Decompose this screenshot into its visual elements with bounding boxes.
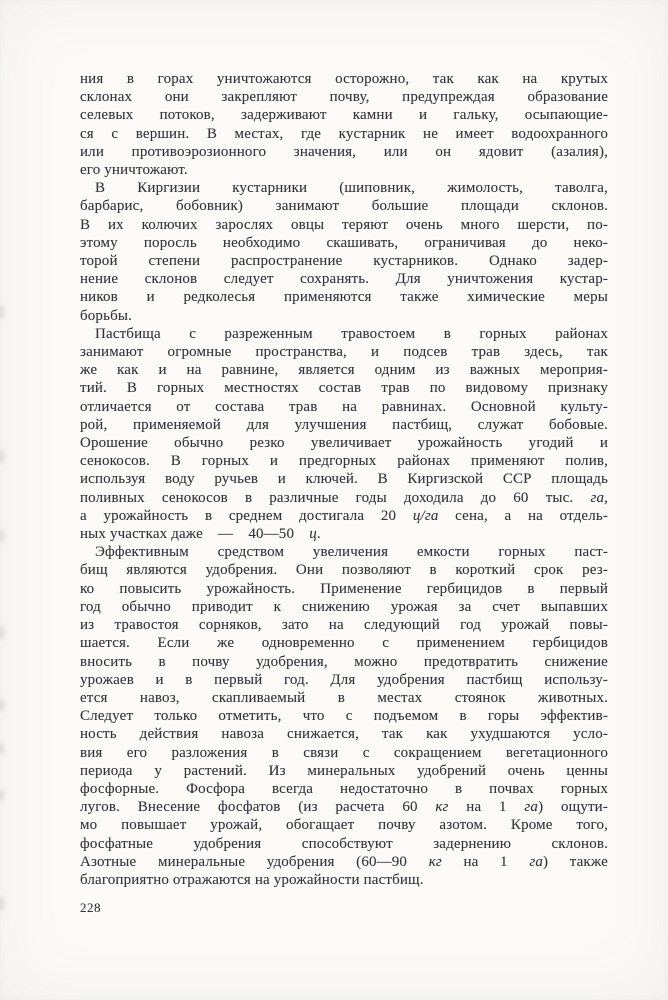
text-line: мо повышает урожай, обогащает почву азотом. Кроме того,	[80, 817, 608, 834]
text-line: сенокосов. В горных и предгорных районах применяют полив,	[80, 453, 608, 470]
text-line: ся с вершин. В местах, где кустарник не имеет водоохранного	[80, 125, 608, 142]
paragraph	[80, 543, 608, 889]
text-line: В Киргизии кустарники (шиповник, жимолость, таволга,	[95, 180, 608, 197]
text-line: лугов. Внесение фосфатов (из расчета 60 кг на 1 га) ощути-	[80, 799, 608, 816]
paragraph	[80, 179, 608, 325]
text-line: В их колючих зарослях овцы теряют очень много шерсти, по-	[80, 216, 608, 233]
text-line: ность действия навоза снижается, так как ухудшаются усло-	[80, 726, 608, 743]
scan-artifact	[0, 743, 5, 755]
text-line: Пастбища с разреженным травостоем в горных районах	[95, 325, 608, 342]
text-line: рой, применяемой для улучшения пастбищ, служат бобовые.	[80, 416, 608, 433]
text-line: фосфатные удобрения способствуют задернению склонов.	[80, 835, 608, 852]
text-line: занимают огромные пространства, и подсев трав здесь, так	[80, 344, 608, 361]
text-line: ния в горах уничтожаются осторожно, так как на крутых	[80, 71, 608, 87]
text-line: борьбы.	[80, 307, 132, 324]
text-line: Орошение обычно резко увеличивает урожайность угодий и	[80, 435, 608, 452]
scan-artifact	[0, 306, 5, 318]
text-line: а урожайность в среднем достигала 20 ц/га сена, а на отдель-	[80, 507, 608, 524]
text-line: барбарис, бобовник) занимают большие площади склонов.	[80, 198, 608, 215]
text-line: его уничтожают.	[80, 162, 188, 179]
text-line: благоприятно отражаются на урожайности пастбищ.	[80, 871, 424, 888]
scan-artifact	[0, 897, 5, 910]
text-line: селевых потоков, задерживают камни и гальку, осыпающие-	[80, 107, 608, 124]
text-line: торой степени распространение кустарников. Однако задер-	[80, 253, 608, 270]
text-line: же как и на равнине, является одним из важных мероприя-	[80, 362, 608, 379]
scan-artifact	[0, 450, 5, 463]
page-number: 228	[80, 900, 101, 915]
text-line: нение склонов следует сохранять. Для уничтожения кустар-	[80, 271, 608, 288]
text-line: склонах они закрепляют почву, предупреждая образование	[80, 89, 608, 106]
text-line: ных участках даже — 40—50 ц.	[80, 526, 321, 543]
text-line: периода у растений. Из минеральных удобрений очень ценны	[80, 762, 608, 779]
scan-artifact	[0, 626, 5, 639]
text-line: бищ являются удобрения. Они позволяют в короткий срок рез-	[80, 562, 608, 579]
text-line: используя воду ручьев и ключей. В Киргизской ССР площадь	[80, 471, 608, 488]
text-line: Следует только отметить, что с подъемом в горы эффектив-	[80, 708, 608, 725]
text-line: вносить в почву удобрения, можно предотвратить снижение	[80, 653, 608, 670]
text-line: Эффективным средством увеличения емкости горных паст-	[95, 544, 608, 561]
scan-artifact	[0, 530, 5, 542]
text-line: этому поросль необходимо скашивать, ограничивая до неко-	[80, 234, 608, 251]
paragraph	[80, 70, 608, 179]
text-line: шается. Если же одновременно с применением гербицидов	[80, 635, 608, 652]
text-line: тий. В горных местностях состав трав по видовому признаку	[80, 380, 608, 397]
text-line: ется навоз, скапливаемый в местах стоянок животных.	[80, 689, 608, 706]
text-line: урожаев и в первый год. Для удобрения пастбищ использу-	[80, 671, 608, 688]
text-line: фосфорные. Фосфора всегда недостаточно в почвах горных	[80, 780, 608, 797]
scan-artifact	[0, 789, 5, 801]
text-line: ко повысить урожайность. Применение гербицидов в первый	[80, 580, 608, 597]
text-line: отличается от состава трав на равнинах. Основной культу-	[80, 398, 608, 415]
paragraph	[80, 325, 608, 543]
scan-artifact	[0, 699, 5, 711]
text-line: поливных сенокосов в различные годы доходила до 60 тыс. га,	[80, 489, 608, 506]
text-line: год обычно приводит к снижению урожая за счет выпавших	[80, 598, 608, 615]
text-line: вия его разложения в связи с сокращением вегетационного	[80, 744, 608, 761]
text-block	[80, 70, 608, 889]
text-line: или противоэрозионного значения, или он ядовит (азалия),	[80, 143, 608, 160]
text-line: ников и редколесья применяются также химические меры	[80, 289, 608, 306]
text-line: Азотные минеральные удобрения (60—90 кг на 1 га) также	[80, 853, 608, 870]
text-line: из травостоя сорняков, зато на следующий год урожай повы-	[80, 617, 608, 634]
